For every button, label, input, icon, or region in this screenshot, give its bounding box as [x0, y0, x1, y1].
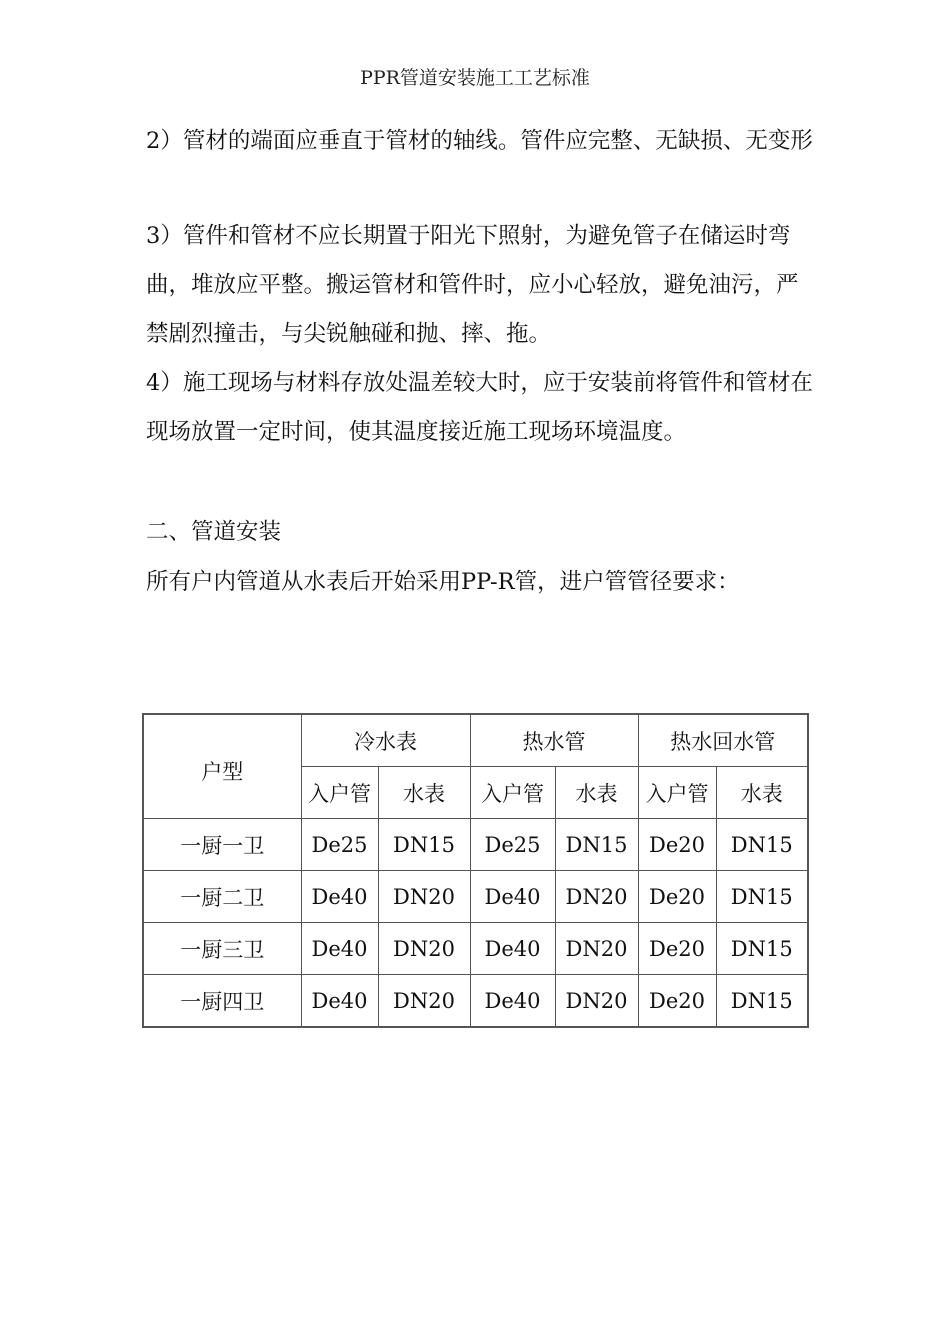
table-cell: De25	[301, 819, 378, 871]
subheader-cell: 入户管	[470, 767, 555, 819]
table-cell: DN20	[378, 923, 470, 975]
row-type-cell: 一厨二卫	[143, 871, 301, 923]
table-cell: DN20	[555, 923, 638, 975]
table-cell: De20	[638, 819, 716, 871]
section-intro: 所有户内管道从水表后开始采用PP-R管，进户管管径要求：	[146, 569, 740, 595]
table-cell: DN20	[378, 975, 470, 1028]
corner-header: 户型	[143, 714, 301, 819]
table-cell: DN20	[378, 871, 470, 923]
section-heading: 二、管道安装	[146, 519, 282, 545]
row-type-cell: 一厨三卫	[143, 923, 301, 975]
table-cell: De20	[638, 871, 716, 923]
table-cell: De20	[638, 975, 716, 1028]
table-cell: DN15	[716, 923, 808, 975]
table-cell: De20	[638, 923, 716, 975]
subheader-cell: 水表	[555, 767, 638, 819]
subheader-cell: 入户管	[638, 767, 716, 819]
table-cell: DN15	[378, 819, 470, 871]
table-row	[143, 819, 808, 871]
row-type-cell: 一厨四卫	[143, 975, 301, 1028]
table-cell: DN15	[716, 975, 808, 1028]
table-cell: De40	[301, 923, 378, 975]
paragraph-item-2: 2）管材的端面应垂直于管材的轴线。管件应完整、无缺损、无变形	[146, 128, 813, 154]
table-cell: De40	[470, 871, 555, 923]
table-row	[143, 923, 808, 975]
table-cell: DN20	[555, 871, 638, 923]
table-row	[143, 975, 808, 1028]
group-header-cold-meter: 冷水表	[301, 714, 470, 767]
table-cell: De40	[470, 975, 555, 1028]
table-header-row	[143, 714, 808, 767]
paragraph-item-3: 3）管件和管材不应长期置于阳光下照射，为避免管子在储运时弯曲，堆放应平整。搬运管材和管件时，应小心轻放，避免油污，严禁剧烈撞击，与尖锐触碰和抛、摔、拖。	[146, 223, 799, 347]
table-cell: De25	[470, 819, 555, 871]
row-type-cell: 一厨一卫	[143, 819, 301, 871]
table-cell: DN15	[555, 819, 638, 871]
pipe-spec-table	[142, 713, 809, 1028]
table-row	[143, 871, 808, 923]
page-header: PPR管道安装施工工艺标准	[360, 67, 590, 89]
table-cell: De40	[301, 975, 378, 1028]
subheader-cell: 入户管	[301, 767, 378, 819]
table-cell: DN15	[716, 871, 808, 923]
group-header-hot-return: 热水回水管	[638, 714, 808, 767]
table-cell: De40	[301, 871, 378, 923]
table-cell: DN15	[716, 819, 808, 871]
group-header-hot-pipe: 热水管	[470, 714, 638, 767]
subheader-cell: 水表	[716, 767, 808, 819]
subheader-cell: 水表	[378, 767, 470, 819]
paragraph-item-4: 4）施工现场与材料存放处温差较大时，应于安装前将管件和管材在现场放置一定时间，使其温度接近施工现场环境温度。	[146, 370, 813, 445]
table-cell: DN20	[555, 975, 638, 1028]
table-cell: De40	[470, 923, 555, 975]
